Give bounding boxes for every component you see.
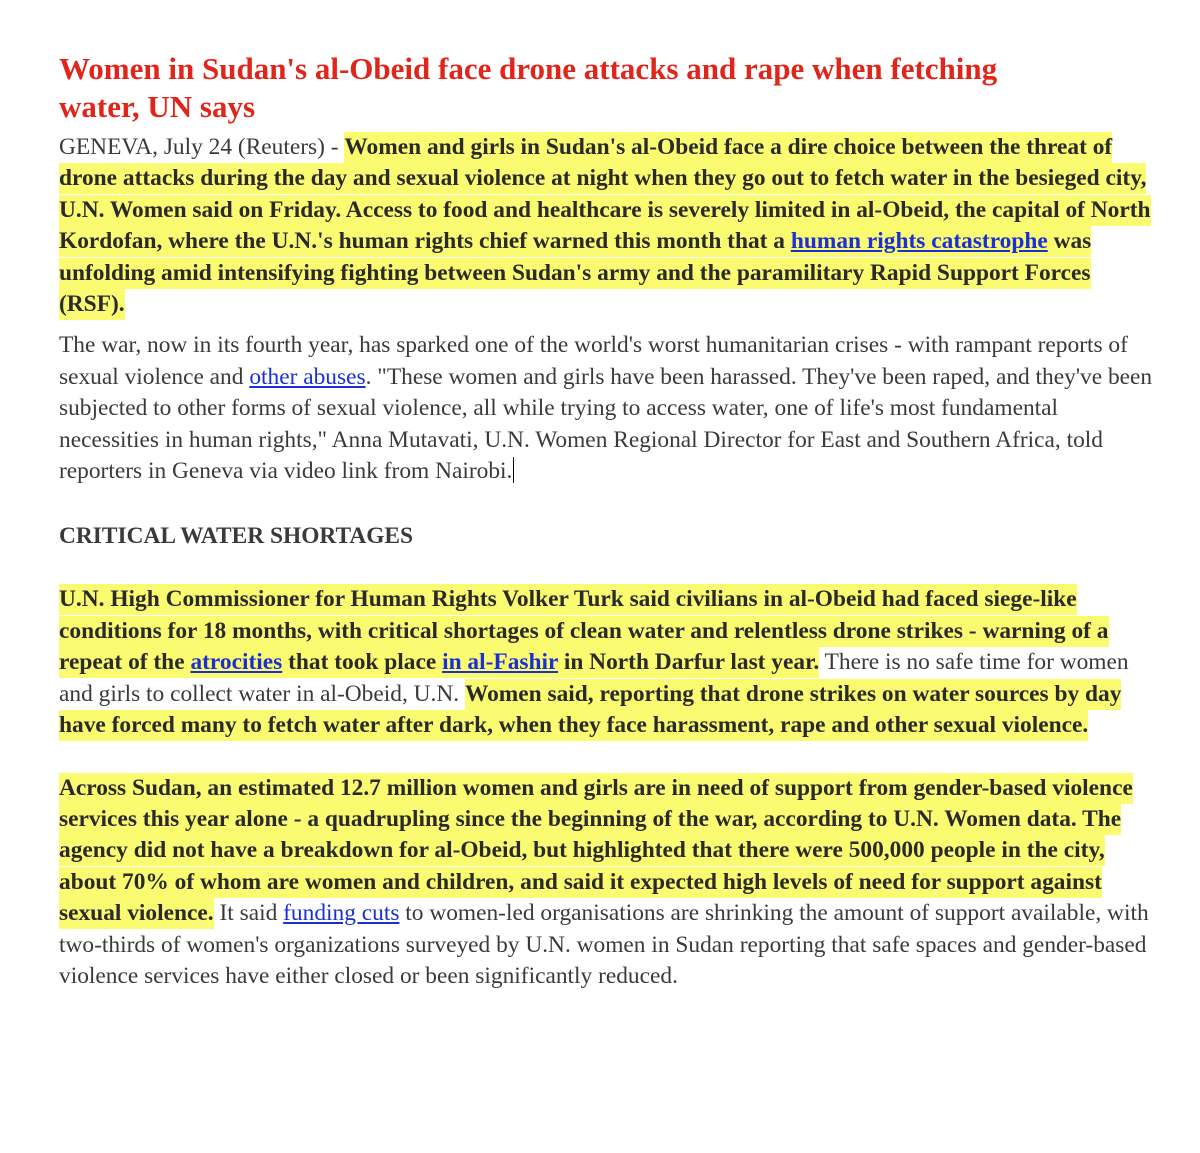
paragraph-across-sudan — [59, 773, 1154, 993]
highlighted-text — [59, 132, 1151, 320]
turk-text-b: that took place — [282, 649, 443, 676]
lead-paragraph — [59, 132, 1154, 320]
sudan-plain-a: It said — [213, 900, 284, 927]
link-funding-cuts[interactable]: funding cuts — [283, 900, 400, 927]
turk-text-a: U.N. High Commissioner for Human Rights Volker Turk said civilians in al-Obeid had faced siege-like conditions for 18 months, with critical shortages of clean water and relentless drone strikes - warning of a repeat of the — [59, 586, 1109, 676]
link-in-al-fashir[interactable]: in al-Fashir — [442, 649, 558, 676]
war-text-a: The war, now in its fourth year, has sparked one of the world's worst humanitarian crises - with rampant reports of sexual violence and — [59, 332, 1128, 390]
lead-text-a: Women and girls in Sudan's al-Obeid face a dire choice between the threat of drone attacks during the day and sexual violence at night when they go out to fetch water in the besieged city, U.N. Women said on Friday. Access to food and healthcare is severely limited in al-Obeid, the capital of North Kordofan, where the U.N.'s human rights chief warned this month that a — [59, 134, 1151, 255]
war-text-b: . "These women and girls have been harassed. They've been raped, and they've been subjected to other forms of sexual violence, all while trying to access water, one of life's most fundamental necessities in human rights," Anna Mutavati, U.N. Women Regional Director for East and Southern Africa, told reporters in Geneva via video link from Nairobi. — [59, 363, 1153, 485]
paragraph-turk — [59, 584, 1154, 741]
dateline: GENEVA, July 24 (Reuters) - — [59, 134, 345, 160]
link-atrocities[interactable]: atrocities — [190, 649, 283, 676]
text-cursor — [513, 457, 514, 483]
paragraph-war — [59, 330, 1154, 487]
article-headline: Women in Sudan's al-Obeid face drone attacks and rape when fetching water, UN says — [59, 51, 998, 124]
turk-plain-text: There is no safe time for women and girls to collect water in al-Obeid, U.N. — [59, 649, 1129, 707]
article — [59, 50, 1154, 992]
sudan-text-a: Across Sudan, an estimated 12.7 million women and girls are in need of support from gender-based violence services this year alone - a quadrupling since the beginning of the war, according to U.N. Women data. The agency did not have a breakdown for al-Obeid, but highlighted that there were 500,000 people in the city, about 70% of whom are women and children, and said it expected high levels of need for support against sexual violence. — [59, 774, 1133, 927]
turk-text-d: Women said, reporting that drone strikes on water sources by day have forced many to fetch water after dark, when they face harassment, rape and other sexual violence. — [59, 680, 1122, 739]
sudan-plain-b: to women-led organisations are shrinking the amount of support available, with two-thirds of women's organizations surveyed by U.N. women in Sudan reporting that safe spaces and gender-based violence services have either closed or been significantly reduced. — [59, 900, 1149, 989]
turk-text-c: in North Darfur last year. — [557, 649, 820, 676]
section-heading: CRITICAL WATER SHORTAGES — [59, 523, 414, 550]
link-other-abuses[interactable]: other abuses — [249, 363, 366, 390]
link-human-rights-catastrophe[interactable]: human rights catastrophe — [790, 228, 1048, 255]
lead-text-b: was unfolding amid intensifying fighting between Sudan's army and the paramilitary Rapid Support Forces (RSF). — [59, 228, 1092, 318]
